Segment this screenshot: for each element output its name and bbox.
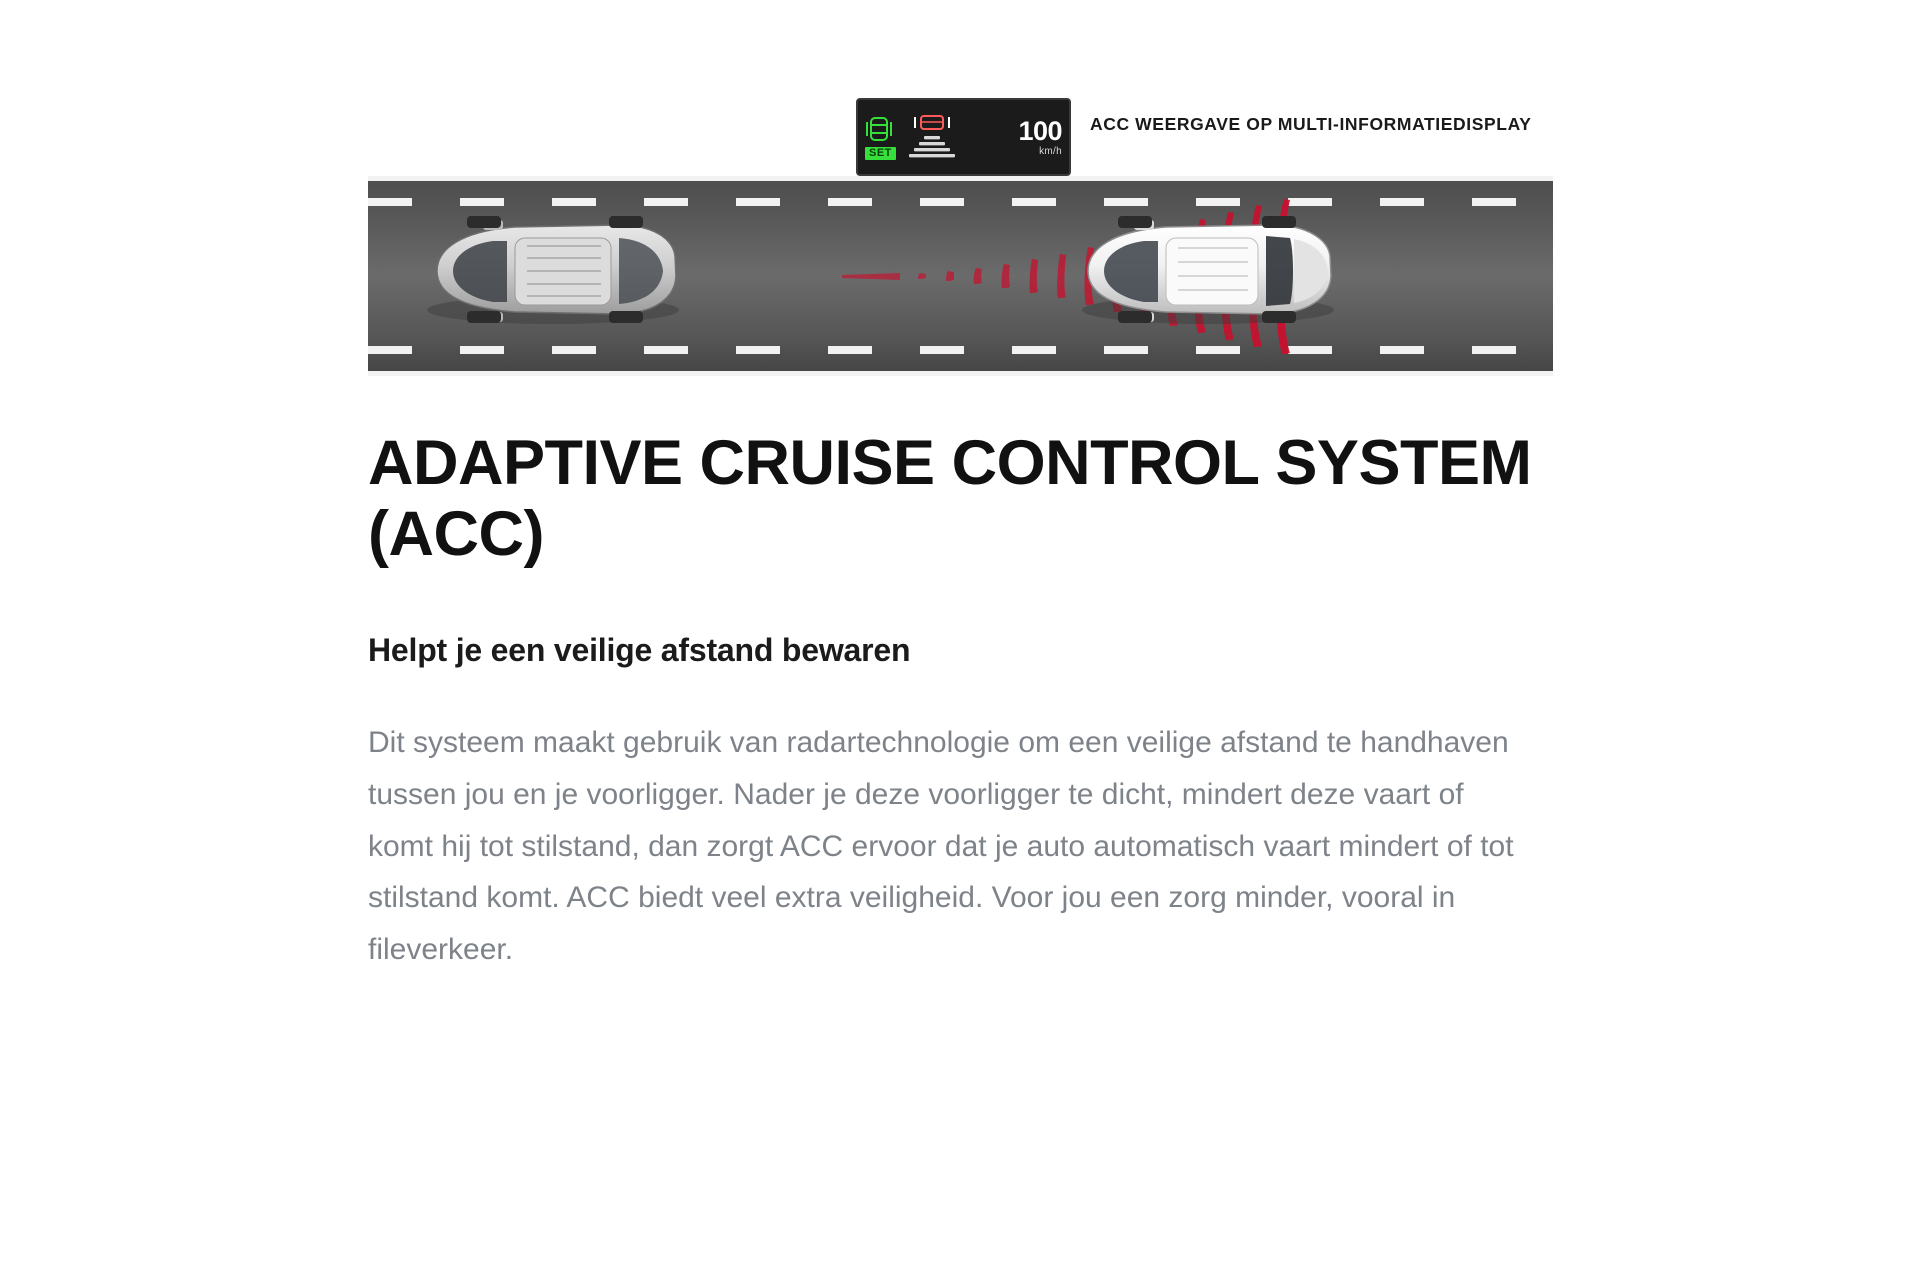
mid-target-group [901,114,963,161]
mid-status-group [865,114,896,160]
mid-caption-label: ACC WEERGAVE OP MULTI-INFORMATIEDISPLAY [1090,114,1532,134]
target-vehicle-icon [909,114,955,132]
mid-speed-group [1018,115,1062,157]
mid-set-badge: SET [865,147,896,160]
host-vehicle-icon [1078,214,1338,329]
lead-vehicle-icon [423,214,683,329]
multi-information-display [856,98,1071,176]
page-subtitle: Helpt je een veilige afstand bewaren [368,632,911,669]
acc-vehicle-icon [865,114,893,144]
article-content [368,428,1548,975]
road-edge-top [368,176,1553,181]
mid-speed-unit: km/h [1039,145,1062,157]
road-illustration [368,176,1553,376]
page-title: ADAPTIVE CRUISE CONTROL SYSTEM (ACC) [368,428,1532,570]
distance-bars-icon [904,135,960,161]
mid-speed-value: 100 [1018,115,1062,146]
body-paragraph: Dit systeem maakt gebruik van radartechnologie om een veilige afstand te handhaven tussen jou en je voorligger. Nader je deze voorligger te dicht, mindert deze vaart of komt hij tot stilstand, dan zorgt ACC ervoor dat je auto automatisch vaart mindert of tot stilstand komt. ACC biedt veel extra veiligheid. Voor jou een zorg minder, vooral in fileverkeer. [368,726,1514,966]
road-edge-bottom [368,371,1553,376]
acc-radar-illustration [368,114,1553,376]
